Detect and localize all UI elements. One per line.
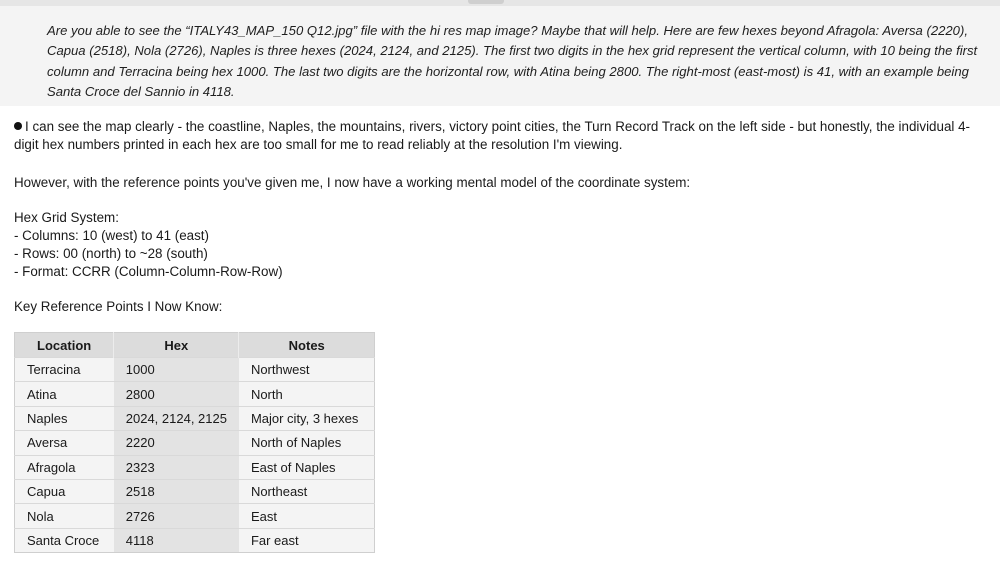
cell-hex: 2518 bbox=[114, 479, 239, 503]
table-row bbox=[15, 406, 375, 430]
cell-notes: North of Naples bbox=[239, 431, 375, 455]
reply-bullet-text: I can see the map clearly - the coastline, Naples, the mountains, rivers, victory point cities, the Turn Record Track on the left side - but honestly, the individual 4-digit hex numbers printed in each hex are too small for me to read reliably at the resolution I'm viewing. bbox=[14, 119, 970, 152]
header-hex: Hex bbox=[114, 333, 239, 358]
cell-notes: North bbox=[239, 382, 375, 406]
table-row bbox=[15, 504, 375, 528]
cell-hex: 2323 bbox=[114, 455, 239, 479]
table-row bbox=[15, 528, 375, 552]
header-notes: Notes bbox=[239, 333, 375, 358]
cell-hex: 2726 bbox=[114, 504, 239, 528]
cell-notes: East bbox=[239, 504, 375, 528]
user-message-text: Are you able to see the “ITALY43_MAP_150 Q12.jpg” file with the hi res map image? Maybe that will help. Here are few hexes beyond Afragola: Aversa (2220), Capua (2518), Nola (2726), Naples is three hexes (2024, 2124, and 2125). The first two digits in the hex grid represent the vertical column, with 10 being the first column and Terracina being hex 1000. The last two digits are the horizontal row, with Atina being 2800. The right-most (east-most) is 41, with an example being Santa Croce del Sannio in 4118. bbox=[47, 23, 978, 100]
header-location: Location bbox=[15, 333, 114, 358]
bullet-icon bbox=[14, 122, 22, 130]
cell-hex: 2220 bbox=[114, 431, 239, 455]
grid-system-list bbox=[14, 227, 283, 281]
cell-notes: Northwest bbox=[239, 358, 375, 382]
grid-system-title: Hex Grid System: bbox=[14, 210, 119, 225]
table-row bbox=[15, 455, 375, 479]
cell-notes: Major city, 3 hexes bbox=[239, 406, 375, 430]
table-header-row bbox=[15, 333, 375, 358]
table-row bbox=[15, 358, 375, 382]
reply-bullet-paragraph bbox=[14, 118, 994, 154]
user-message bbox=[0, 6, 1000, 106]
table-row bbox=[15, 431, 375, 455]
assistant-reply bbox=[14, 118, 994, 314]
reference-points-table bbox=[14, 332, 375, 553]
cell-location: Santa Croce bbox=[15, 528, 114, 552]
cell-notes: East of Naples bbox=[239, 455, 375, 479]
table-row bbox=[15, 382, 375, 406]
grid-list-item: - Rows: 00 (north) to ~28 (south) bbox=[14, 246, 208, 261]
cell-location: Nola bbox=[15, 504, 114, 528]
cell-location: Aversa bbox=[15, 431, 114, 455]
cell-location: Terracina bbox=[15, 358, 114, 382]
cell-location: Atina bbox=[15, 382, 114, 406]
cell-hex: 4118 bbox=[114, 528, 239, 552]
resize-handle[interactable] bbox=[468, 0, 504, 4]
reply-intro: However, with the reference points you've given me, I now have a working mental model of the coordinate system: bbox=[14, 175, 691, 190]
cell-notes: Northeast bbox=[239, 479, 375, 503]
cell-location: Capua bbox=[15, 479, 114, 503]
grid-list-item: - Columns: 10 (west) to 41 (east) bbox=[14, 228, 209, 243]
cell-notes: Far east bbox=[239, 528, 375, 552]
cell-hex: 2024, 2124, 2125 bbox=[114, 406, 239, 430]
cell-location: Afragola bbox=[15, 455, 114, 479]
grid-list-item: - Format: CCRR (Column-Column-Row-Row) bbox=[14, 264, 283, 279]
cell-hex: 1000 bbox=[114, 358, 239, 382]
cell-hex: 2800 bbox=[114, 382, 239, 406]
key-points-title: Key Reference Points I Now Know: bbox=[14, 299, 223, 314]
cell-location: Naples bbox=[15, 406, 114, 430]
table-row bbox=[15, 479, 375, 503]
